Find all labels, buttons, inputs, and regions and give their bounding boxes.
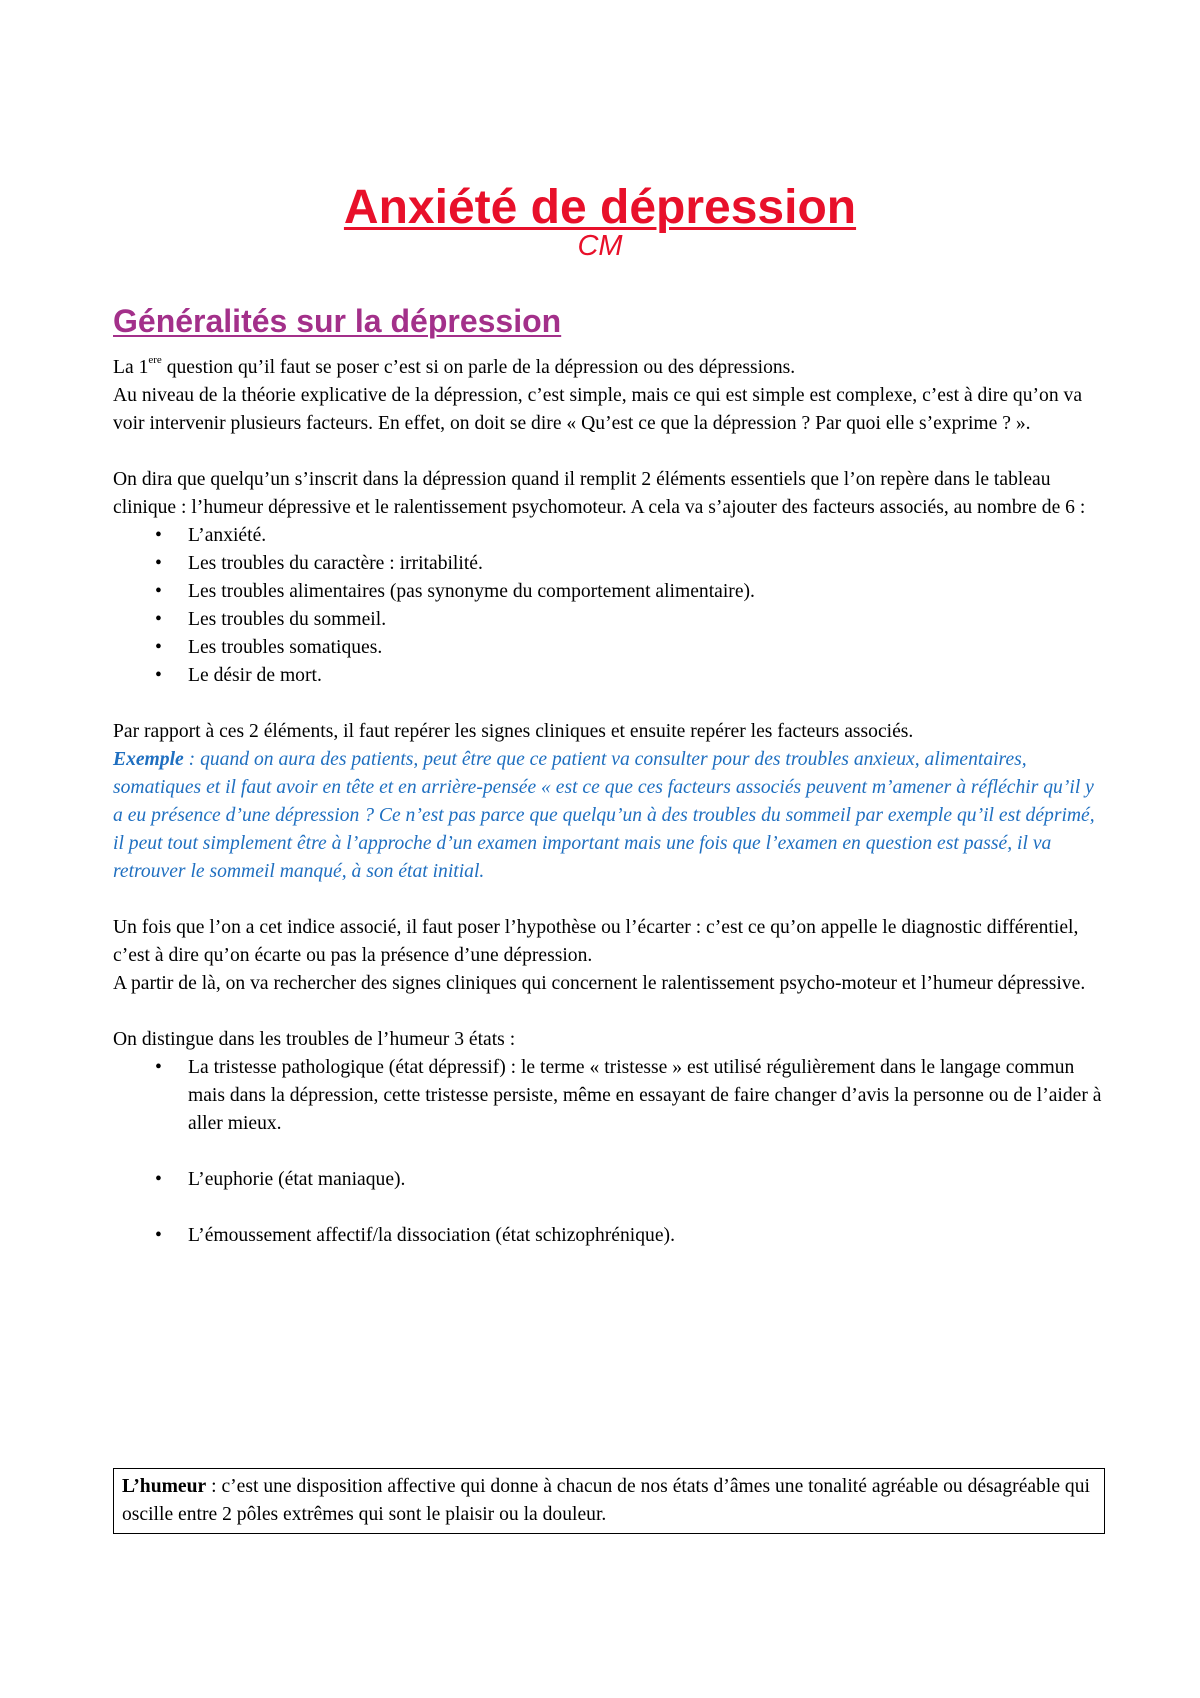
paragraph-mood-states-intro: On distingue dans les troubles de l’humeur 3 états : [113,1029,516,1050]
list-item: • Les troubles somatiques. [113,634,1103,662]
paragraph-first-question: La 1ere question qu’il faut se poser c’est si on parle de la dépression ou des dépressions. [113,354,796,378]
bullet-icon: • [155,1169,162,1190]
bullet-icon: • [155,609,162,630]
bullet-icon: • [155,637,162,658]
factors-list [113,522,1103,690]
list-item: • Les troubles alimentaires (pas synonyme du comportement alimentaire). [113,578,1103,606]
paragraph-definition-depression: On dira que quelqu’un s’inscrit dans la dépression quand il remplit 2 éléments essentiels que l’on repère dans le tableau clinique : l’humeur dépressive et le ralentissement psychomoteur. A cela va s’ajouter des facteurs associés, au nombre de 6 : [113,469,1086,518]
paragraph-differential-diagnosis: Un fois que l’on a cet indice associé, il faut poser l’hypothèse ou l’écarter : c’est ce qu’on appelle le diagnostic différentiel, c’est à dire qu’on écarte ou pas la présence d’une dépression. [113,917,1079,966]
mood-states-list [113,1054,1103,1250]
page-title: Anxiété de dépression [343,181,857,235]
list-item: • La tristesse pathologique (état dépressif) : le terme « tristesse » est utilisé régulièrement dans le langage commun mais dans la dépression, cette tristesse persiste, même en essayant de faire changer d’avis la personne ou de l’aider à aller mieux. [113,1054,1103,1138]
bullet-icon: • [155,581,162,602]
definition-term: L’humeur [122,1476,207,1497]
bullet-icon: • [155,665,162,686]
list-item: • Les troubles du sommeil. [113,606,1103,634]
example-label: Exemple [113,749,184,770]
list-item: • L’anxiété. [113,522,1103,550]
bullet-icon: • [155,1225,162,1246]
page-subtitle: CM [577,230,623,262]
ordinal-superscript: ere [148,354,162,367]
paragraph-theory: Au niveau de la théorie explicative de la dépression, c’est simple, mais ce qui est simple est complexe, c’est à dire qu’on va voir intervenir plusieurs facteurs. En effet, on doit se dire « Qu’est ce que la dépression ? Par quoi elle s’exprime ? ». [113,385,1083,434]
bullet-icon: • [155,525,162,546]
bullet-icon: • [155,1057,162,1078]
paragraph-clinical-signs: Par rapport à ces 2 éléments, il faut repérer les signes cliniques et ensuite repérer les facteurs associés. [113,721,914,742]
bullet-icon: • [155,553,162,574]
section-body [113,354,1103,1250]
list-item: • Le désir de mort. [113,662,1103,690]
paragraph-search-signs: A partir de là, on va rechercher des signes cliniques qui concernent le ralentissement psycho-moteur et l’humeur dépressive. [113,973,1086,994]
section-title: Généralités sur la dépression [113,303,562,339]
example-block: Exemple : quand on aura des patients, peut être que ce patient va consulter pour des troubles anxieux, alimentaires, somatiques et il faut avoir en tête et en arrière-pensée « est ce que ces facteurs associés peuvent m’amener à réfléchir qu’il y a eu présence d’une dépression ? Ce n’est pas parce que quelqu’un à des troubles du sommeil par exemple qu’il est déprimé, il peut tout simplement être à l’approche d’un examen important mais une fois que l’examen en question est passé, il va retrouver le sommeil manqué, à son état initial. [113,749,1095,882]
definition-box: L’humeur : c’est une disposition affective qui donne à chacun de nos états d’âmes une tonalité agréable ou désagréable qui oscille entre 2 pôles extrêmes qui sont le plaisir ou la douleur. [113,1468,1105,1534]
list-item: • L’émoussement affectif/la dissociation (état schizophrénique). [113,1222,1103,1250]
list-item: • Les troubles du caractère : irritabilité. [113,550,1103,578]
list-item: • L’euphorie (état maniaque). [113,1166,1103,1194]
